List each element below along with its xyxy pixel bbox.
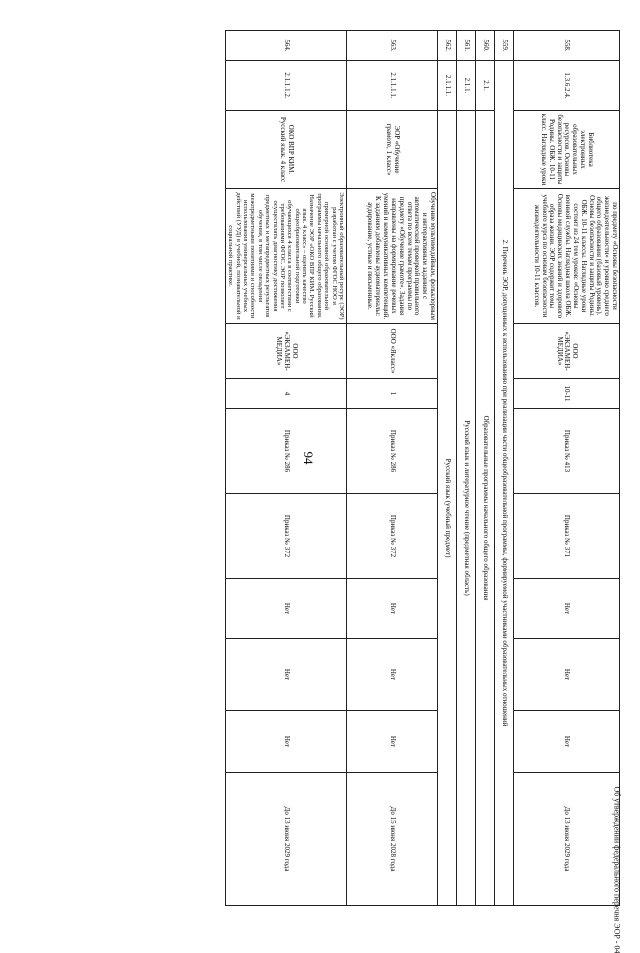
flag-2: Нет (226, 639, 347, 711)
table-row-564 (226, 31, 347, 906)
section-heading: 2. Перечень ЭОР, допущенных к использованию при реализации части общеобразовательной программы, формируемой участниками образовательных отношений (495, 61, 514, 906)
resource-name: Библиотека электронных образовательных ресурсов. Основы безопасности и защиты Родины. ОБЖ. 10-11 класс. Наглядные уроки (514, 111, 620, 189)
row-number: 563. (347, 31, 438, 61)
section-heading: Русский язык и литературное чтение (предметная область) (457, 111, 476, 906)
table-row-561 (457, 31, 476, 906)
validity-date: До 13 июня 2029 года (226, 773, 347, 906)
flag-2: Нет (514, 639, 620, 711)
order-second: Приказ № 372 (226, 494, 347, 579)
eor-register-table (225, 30, 620, 906)
flag-3: Нет (347, 711, 438, 773)
row-number: 558. (514, 31, 620, 61)
order-second: Приказ № 371 (514, 494, 620, 579)
resource-description: Электронный образовательный ресурс (ЭОР) разработан с учетом ФГОС НОО и примерной основной образовательной программы начального общего образования. Назначение ЭОР «ОКО ВПР КИМ. Русский язык. 4 класс» – оценить качество общеобразовательной подготовки обучающихся 4 класса в соответствии с требованиями ФГОС. ЭОР позволяет осуществлять диагностику достижения предметных и метапредметных результатов обучения, в том числе овладения межпредметными понятиями и способности использования универсальных учебных действий (УУД) в учебной, познавательной и социальной практике. (226, 189, 347, 324)
row-number: 559. (495, 31, 514, 61)
row-code: 2.1.1.1.2. (226, 61, 347, 111)
organization: ООО «ЭКЗАМЕН-МЕДИА» (226, 324, 347, 379)
page-number: 94 (301, 451, 316, 465)
order-first: Приказ № 413 (514, 409, 620, 494)
organization: ООО «Якласс» (347, 324, 438, 379)
table-row-562 (438, 31, 457, 906)
resource-description: по предмету «Основы безопасности жизнедеятельности» и уровню среднего общего образования (базовый уровень). Основы безопасности и защиты Родины. ОБЖ. 10-11 классы. Наглядные уроки состоит из 24 тем уроков: «Основы военной службы. Наглядная школа ОБЖ. Основы медицинских знаний и здорового образа жизни. ЭОР содержит темы учебного курса по основам безопасности жизнедеятельности 10-11 классов. (514, 189, 620, 324)
table-row-563 (347, 31, 438, 906)
row-code: 2.1.1.1. (438, 61, 457, 111)
resource-name: ЭОР «Обучение грамоте, 1 класс» (347, 111, 438, 189)
flag-1: Нет (514, 579, 620, 639)
table-row-558 (514, 31, 620, 906)
row-code: 2.1.1.1.1. (347, 61, 438, 111)
rotated-register-table (40, 30, 620, 905)
flag-3: Нет (514, 711, 620, 773)
table-row-559 (495, 31, 514, 906)
row-code: 2.1.1. (457, 61, 476, 111)
classes: 1 (347, 379, 438, 409)
table-row-560 (476, 31, 495, 906)
row-number: 560. (476, 31, 495, 61)
validity-date: До 15 июня 2028 года (347, 773, 438, 906)
classes: 10-11 (514, 379, 620, 409)
classes: 4 (226, 379, 347, 409)
resource-name: ОКО ВПР КИМ. Русский язык. 4 класс (226, 111, 347, 189)
flag-1: Нет (347, 579, 438, 639)
flag-2: Нет (347, 639, 438, 711)
order-second: Приказ № 372 (347, 494, 438, 579)
document-footer: Об утверждении федерального перечня ЭОР - 04 (612, 786, 622, 953)
flag-3: Нет (226, 711, 347, 773)
row-number: 561. (457, 31, 476, 61)
order-first: Приказ № 286 (226, 409, 347, 494)
organization: ООО «ЭКЗАМЕН-МЕДИА» (514, 324, 620, 379)
order-first: Приказ № 286 (347, 409, 438, 494)
row-code: 2.1. (476, 61, 495, 111)
row-number: 564. (226, 31, 347, 61)
section-heading: Образовательные программы начального общего образования (476, 111, 495, 906)
row-number: 562. (438, 31, 457, 61)
validity-date: До 13 июня 2029 года (514, 773, 620, 906)
row-code: 1.3.6.2.4. (514, 61, 620, 111)
resource-description: Обучение мультимедийным, фольклорным и интерактивным заданиям с автоматической проверкой правильного ответа по всем темам программы по предмету «Обучение грамоте». Задания направлены на формирование речевых умений и коммуникативных компетенций. К заданиям добавлены аудиоматериалы: аудирование, устные и письменные. (347, 189, 438, 324)
section-heading: Русский язык (учебный предмет) (438, 111, 457, 906)
flag-1: Нет (226, 579, 347, 639)
